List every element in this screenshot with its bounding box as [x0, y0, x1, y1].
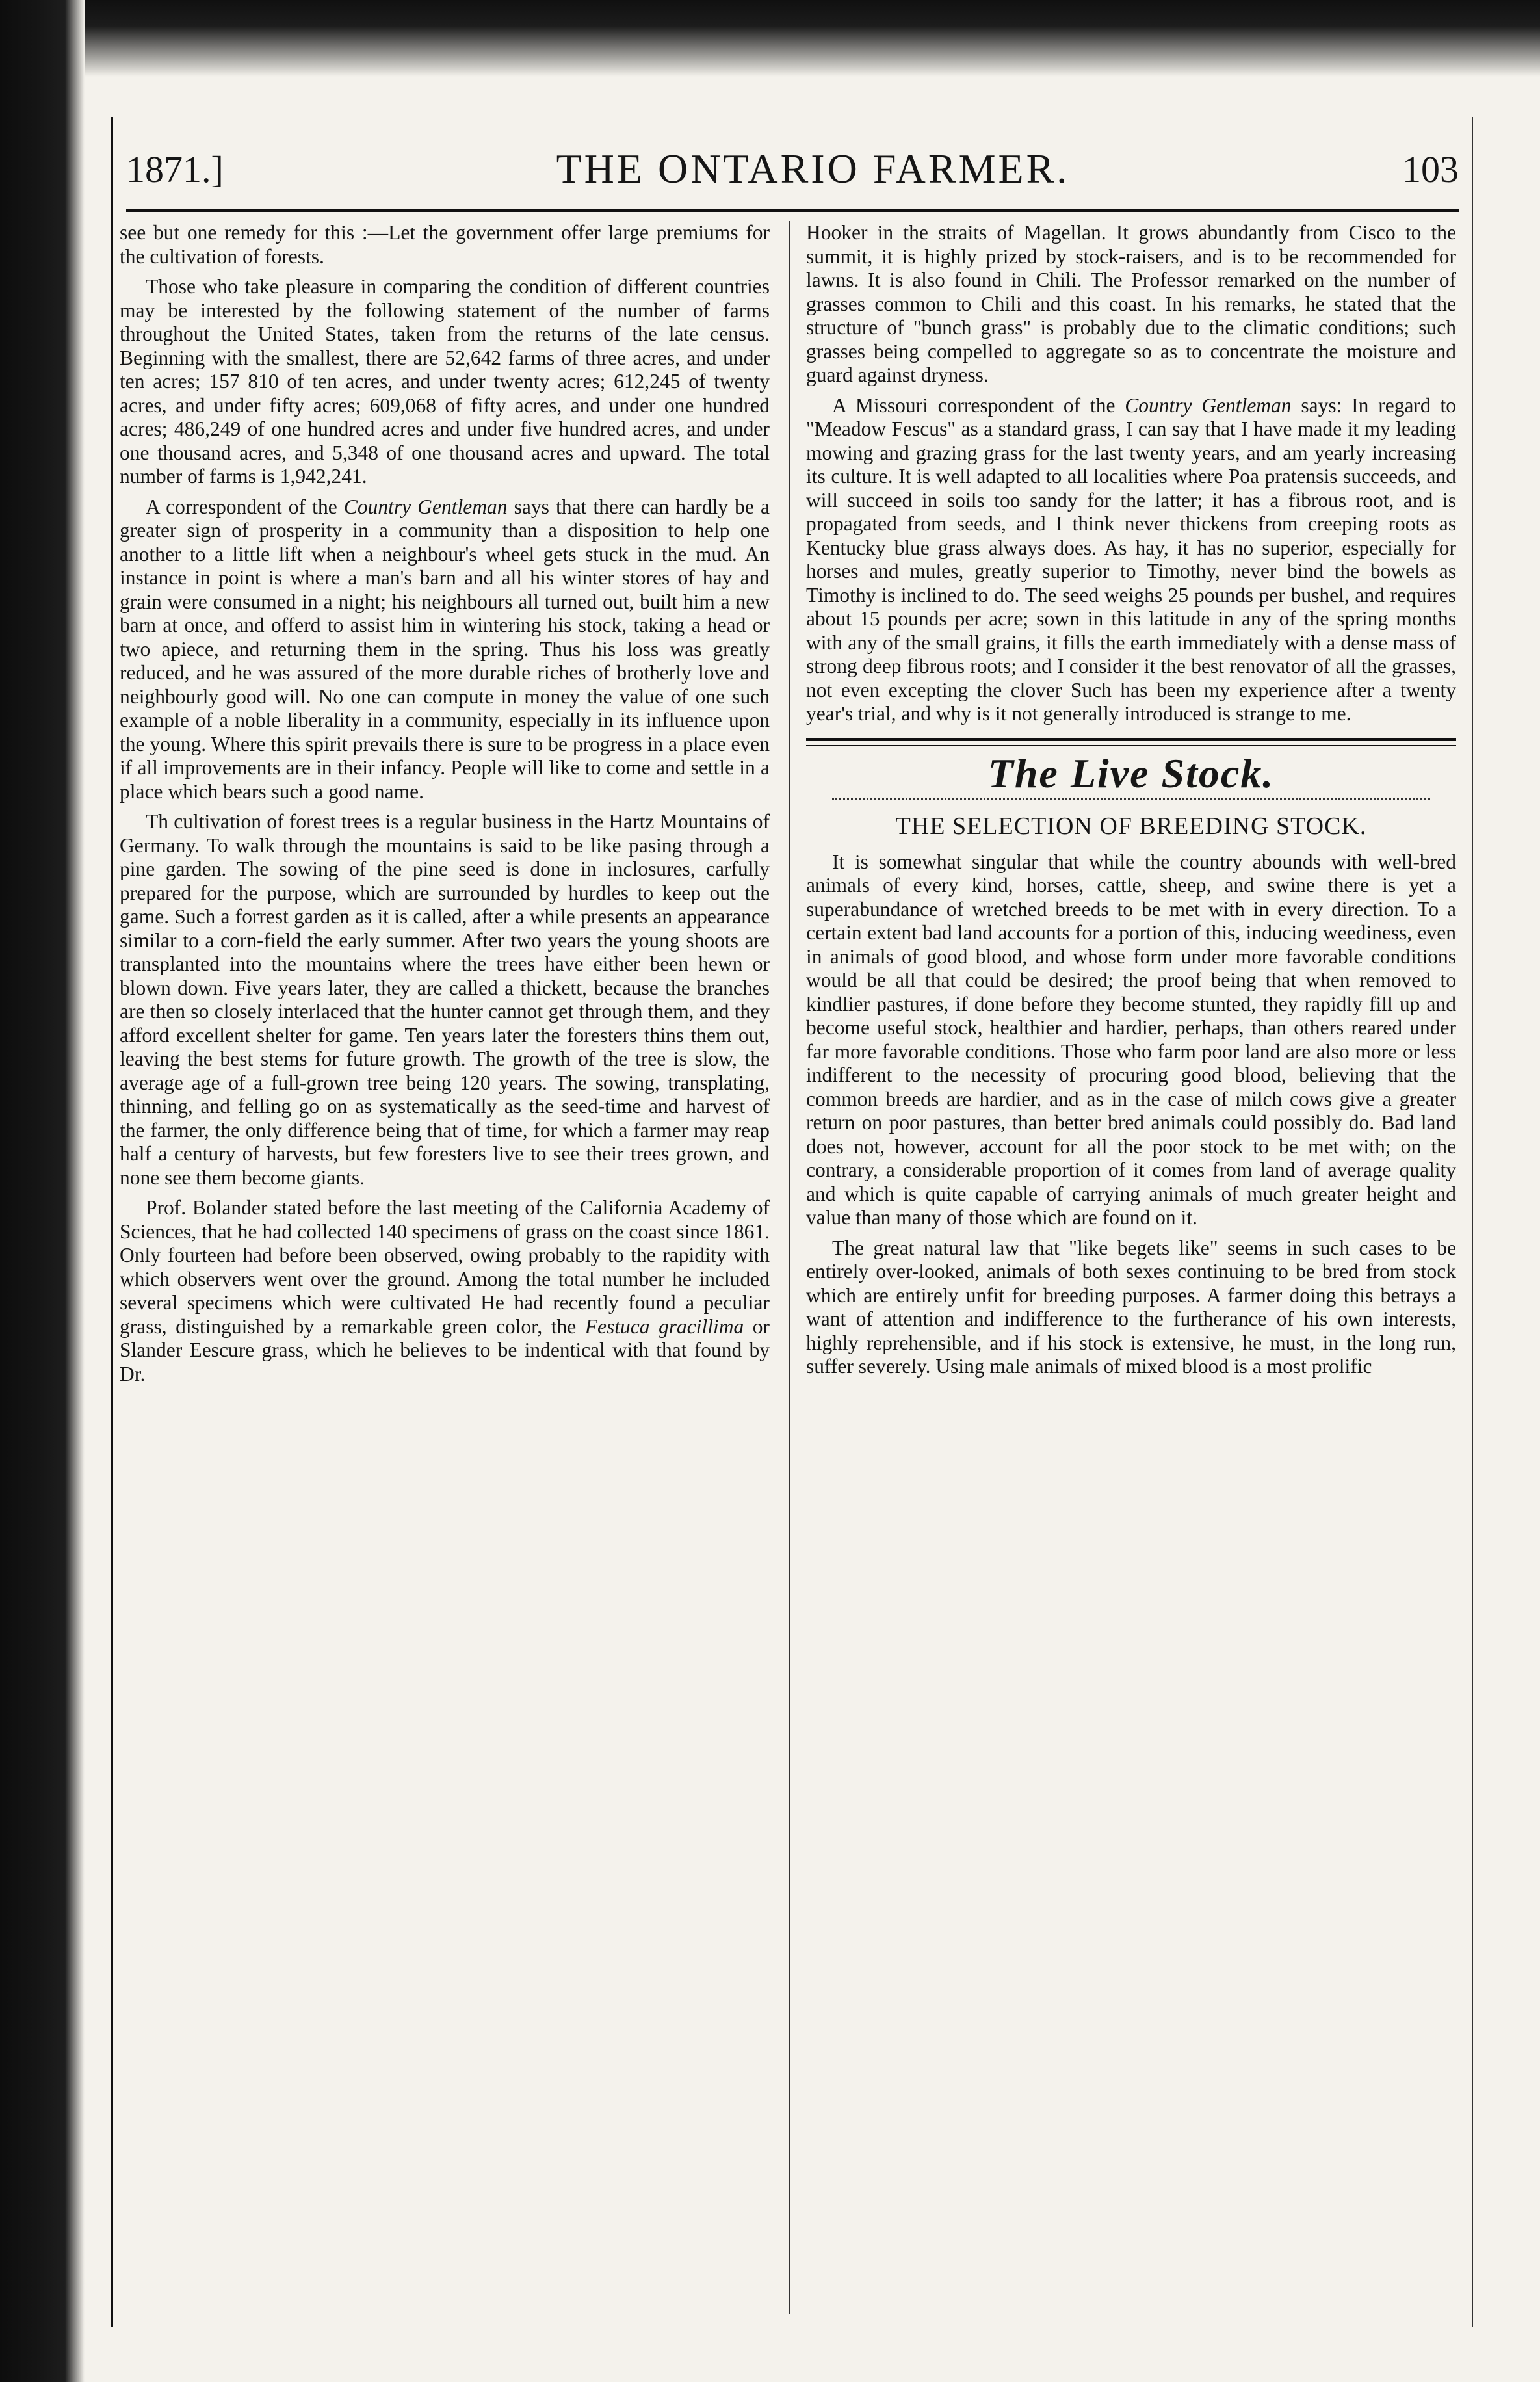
paragraph: Those who take pleasure in comparing the condition of different countries may be interested by the following statement of the number of farms throughout the United States, taken from the returns of the late census. Beginning with the smallest, there are 52,642 farms of three acres, and under ten acres; 157 810 of ten acres, and under twenty acres; 612,245 of twenty acres, and under fifty acres; 609,068 of fifty acres, and under one hundred acres; 486,249 of one hundred acres and under five hundred acres, and under one thousand acres, and 5,348 of one thousand acres and upward. The total number of farms is 1,942,241.	[120, 275, 770, 488]
left-column	[120, 221, 770, 2314]
header-title: THE ONTARIO FARMER.	[556, 146, 1070, 192]
column-divider	[789, 221, 790, 2314]
newspaper-page	[111, 117, 1473, 2327]
right-column	[806, 221, 1456, 2314]
paragraph: It is somewhat singular that while the country abounds with well-bred animals of every kind, horses, cattle, sheep, and swine there is yet a superabundance of wretched breeds to be met with in every direction. To a certain extent bad land accounts for a portion of this, inducing weediness, even in animals of good blood, and whose form under more favorable conditions would be all that could be desired; the proof being that when removed to kindlier pastures, if done before they become stunted, they rapidly fill up and become useful stock, healthier and hardier, perhaps, than others reared under far more favorable conditions. Those who farm poor land are also more or less indifferent to the necessity of procuring good blood, believing that the common breeds are hardier, and as in the case of milch cows give a greater return on poor pastures, than better bred animals could possibly do. Bad land does not, however, account for all the poor stock to be met with; on the contrary, a considerable proportion of it comes from land of average quality and which is quite capable of carrying animals of much greater height and value than many of those which are found on it.	[806, 850, 1456, 1229]
article-title: THE SELECTION OF BREEDING STOCK.	[895, 813, 1367, 840]
scan-border-top	[0, 0, 1540, 78]
publication-name: Country Gentleman	[343, 495, 508, 518]
header-year: 1871.]	[126, 148, 224, 190]
section-rule	[806, 738, 1456, 746]
paragraph: A correspondent of the Country Gentleman says that there can hardly be a greater sign of prosperity in a community than a disposition to help one another to a little lift when a neighbour's wheel gets stuck in the mud. An instance in point is where a man's barn and all his winter stores of hay and grain were consumed in a night; his neighbours all turned out, built him a new barn at once, and offerd to assist him in wintering his stock, taking a head or two apiece, and returning them in the spring. Thus his loss was greatly reduced, and he was assured of the more durable riches of brotherly love and neighbourly good will. No one can compute in money the value of one such example of a noble liberality in a community, especially in its influence upon the young. Where this spirit prevails there is sure to be progress in a place even if all improvements are in their infancy. People will like to come and settle in a place which bears such a good name.	[120, 495, 770, 803]
header-page-number: 103	[1402, 148, 1459, 190]
paragraph: The great natural law that "like begets like" seems in such cases to be entirely over-looked, animals of both sexes continuing to be bred from stock which are entirely unfit for breeding purposes. A farmer doing this betrays a want of attention and indifference to the furtherance of his own interests, highly reprehensible, and if his stock is extensive, he must, in the long run, suffer severely. Using male animals of mixed blood is a most prolific	[806, 1236, 1456, 1378]
page-header	[126, 137, 1459, 202]
paragraph: Th cultivation of forest trees is a regular business in the Hartz Mountains of Germany. To walk through the mountains is said to be like pasing through a pine garden. The sowing of the pine seed is done in inclosures, carfully prepared for the purpose, which are surrounded by hurdles to keep out the game. Such a forrest garden as it is called, after a while presents an appearance similar to a corn-field the early summer. After two years the young shoots are transplanted into the mountains where the trees have either been hewn or blown down. Five years later, they are called a thickett, because the branches are then so closely interlaced that the hunter cannot get through them, and they afford excellent shelter for game. Ten years later the foresters thins them out, leaving the best stems for future growth. The growth of the tree is slow, the average age of a full-grown tree being 120 years. The sowing, transplating, thinning, and felling go on as systematically as the seed-time and harvest of the farmer, the only difference being that of time, for which a farmer may reap half a century of harvests, but few foresters live to see their trees grown, and none see them become giants.	[120, 810, 770, 1189]
paragraph: see but one remedy for this :—Let the government offer large premiums for the cultivation of forests.	[120, 221, 770, 268]
species-name: Festuca gracillima	[584, 1315, 744, 1338]
paragraph: A Missouri correspondent of the Country Gentleman says: In regard to "Meadow Fescus" as a standard grass, I can say that I have made it my leading mowing and grazing grass for the last twenty years, and am yearly increasing its culture. It is well adapted to all localities where Poa pratensis succeeds, and will succeed in soils too sandy for the latter; it has a fibrous root, and is propagated from seeds, and I think never thickens from creeping roots as Kentucky blue grass always does. As hay, it has no superior, especially for horses and mules, greatly superior to Timothy, never bind the bowels as Timothy is inclined to do. The seed weighs 25 pounds per bushel, and requires about 15 pounds per acre; sown in this latitude in any of the spring months with any of the small grains, it fills the earth immediately with a dense mass of strong deep fibrous roots; and I consider it the best renovator of all the grasses, not even excepting the clover Such has been my experience after a twenty year's trial, and why is it not generally introduced is strange to me.	[806, 393, 1456, 725]
section-heading: The Live Stock.	[987, 750, 1275, 796]
dotted-divider	[832, 798, 1430, 800]
paragraph: Prof. Bolander stated before the last meeting of the California Academy of Sciences, that he had collected 140 specimens of grass on the coast since 1861. Only fourteen had before been observed, owing probably to the rapidity with which observers went over the ground. Among the total number he included several specimens which were cultivated He had recently found a peculiar grass, distinguished by a remarkable green color, the Festuca gracillima or Slander Eescure grass, which he believes to be indentical with that found by Dr.	[120, 1196, 770, 1385]
publication-name: Country Gentleman	[1125, 393, 1292, 417]
paragraph: Hooker in the straits of Magellan. It grows abundantly from Cisco to the summit, it is highly prized by stock-raisers, and is to be recommended for lawns. It is also found in Chili. The Professor remarked on the number of grasses common to Chili and this coast. In his remarks, he stated that the structure of "bunch grass" is probably due to the climatic conditions; such grasses being compelled to aggregate so as to concentrate the moisture and guard against dryness.	[806, 221, 1456, 386]
scan-border-left	[0, 0, 85, 2382]
header-rule	[126, 209, 1459, 212]
